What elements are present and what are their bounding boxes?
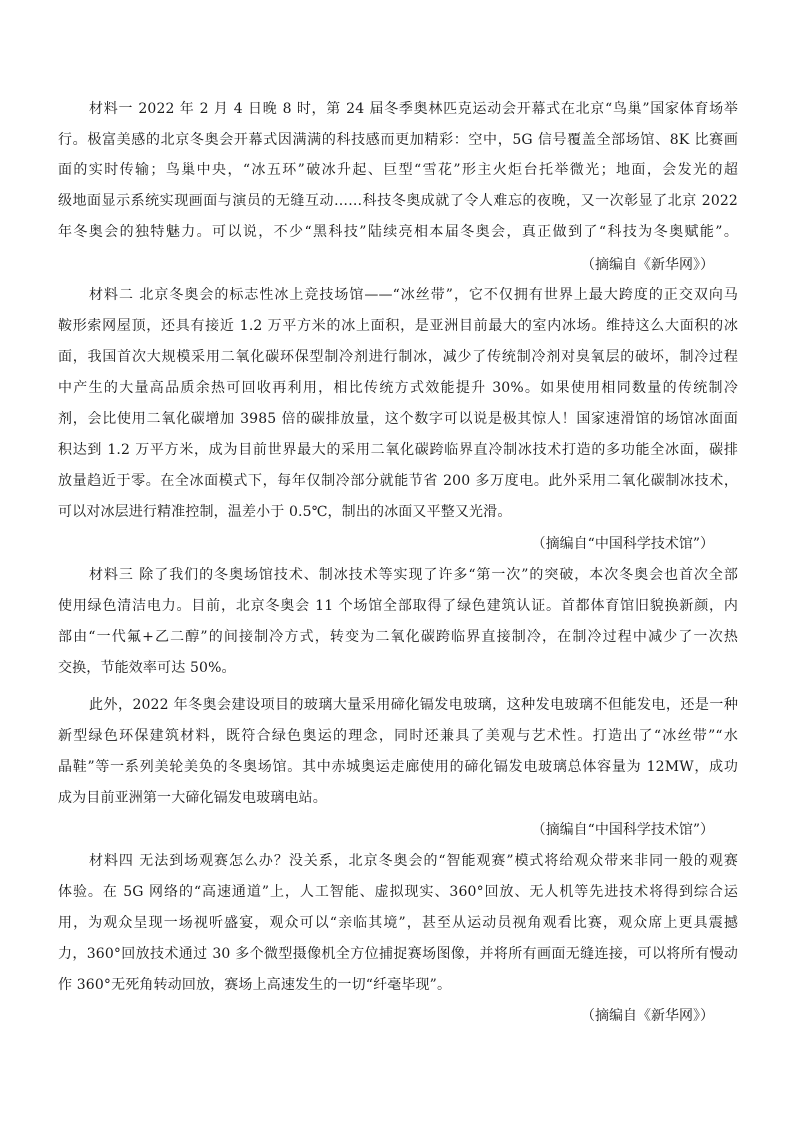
text-line: 成为目前亚洲第一大碲化镉发电玻璃电站。 xyxy=(58,790,327,806)
text-line: 可以对冰层进行精准控制，温差小于 0.5℃，制出的冰面又平整又光滑。 xyxy=(58,504,512,520)
text-line: 积达到 1.2 万平方米，成为目前世界最大的采用二氧化碳跨临界直冷制冰技术打造的多功能全冰面，碳排 xyxy=(58,442,738,458)
text-line: 晶鞋”等一系列美轮美奂的冬奥场馆。其中赤城奥运走廊使用的碲化镉发电玻璃总体容量为 12MW，成功 xyxy=(58,759,738,775)
text-line: 作 360°无死角转动回放，赛场上高速发生的一切“纤毫毕现”。 xyxy=(58,977,452,993)
text-line: 行。极富美感的北京冬奥会开幕式因满满的科技感而更加精彩：空中，5G 信号覆盖全部场馆、8K 比赛画 xyxy=(58,132,738,148)
text-line: 剂，会比使用二氧化碳增加 3985 倍的碳排放量，这个数字可以说是极其惊人！国家速滑馆的场馆冰面面 xyxy=(58,411,738,427)
text-line: 中产生的大量高品质余热可回收再利用，相比传统方式效能提升 30%。如果使用相同数量的传统制冷 xyxy=(58,380,738,396)
text-line: 部由“一代氟+乙二醇”的间接制冷方式，转变为二氧化碳跨临界直接制冷，在制冷过程中减少了一次热 xyxy=(58,629,738,645)
text-line: 面的实时传输；鸟巢中央，“冰五环”破冰升起、巨型“雪花”形主火炬台托举微光；地面，会发光的超 xyxy=(58,162,738,178)
text-line: 材料四 无法到场观赛怎么办？没关系，北京冬奥会的“智能观赛”模式将给观众带来非同一般的观赛 xyxy=(89,853,738,869)
text-line: 力，360°回放技术通过 30 多个微型摄像机全方位捕捉赛场图像，并将所有画面无缝连接，可以将所有慢动 xyxy=(58,946,738,962)
text-line: 用，为观众呈现一场视听盛宴，观众可以“亲临其境”，甚至从运动员视角观看比赛，观众席上更具震撼 xyxy=(58,915,738,931)
text-line: 年冬奥会的独特魅力。可以说，不少“黑科技”陆续亮相本届冬奥会，真正做到了“科技为冬奥赋能”。 xyxy=(58,224,738,240)
text-line: 放量趋近于零。在全冰面模式下，每年仅制冷部分就能节省 200 多万度电。此外采用二氧化碳制冰技术， xyxy=(58,473,738,489)
text-line: 新型绿色环保建筑材料，既符合绿色奥运的理念，同时还兼具了美观与艺术性。打造出了“冰丝带”“水 xyxy=(58,728,738,744)
source-citation: （摘编自《新华网》） xyxy=(581,1008,714,1024)
source-citation: （摘编自“中国科学技术馆”） xyxy=(531,822,714,838)
text-line: 材料三 除了我们的冬奥场馆技术、制冰技术等实现了许多“第一次”的突破，本次冬奥会也首次全部 xyxy=(89,567,738,583)
text-line: 使用绿色清洁电力。目前，北京冬奥会 11 个场馆全部取得了绿色建筑认证。首都体育馆旧貌换新颜，内 xyxy=(58,598,738,614)
text-line: 交换，节能效率可达 50%。 xyxy=(58,660,236,676)
source-citation: （摘编自“中国科学技术馆”） xyxy=(531,536,714,552)
text-line: 此外，2022 年冬奥会建设项目的玻璃大量采用碲化镉发电玻璃，这种发电玻璃不但能发电，还是一种 xyxy=(89,697,738,713)
text-line: 鞍形索网屋顶，还具有接近 1.2 万平方米的冰上面积，是亚洲目前最大的室内冰场。维持这么大面积的冰 xyxy=(58,318,738,334)
text-line: 材料二 北京冬奥会的标志性冰上竞技场馆——“冰丝带”，它不仅拥有世界上最大跨度的正交双向马 xyxy=(89,287,738,303)
text-line: 面，我国首次大规模采用二氧化碳环保型制冷剂进行制冰，减少了传统制冷剂对臭氧层的破坏，制冷过程 xyxy=(58,349,738,365)
text-line: 级地面显示系统实现画面与演员的无缝互动……科技冬奥成就了令人难忘的夜晚，又一次彰显了北京 2022 xyxy=(58,193,738,209)
source-citation: （摘编自《新华网》） xyxy=(581,257,714,273)
text-line: 体验。在 5G 网络的“高速通道”上，人工智能、虚拟现实、360°回放、无人机等先进技术将得到综合运 xyxy=(58,884,738,900)
text-line: 材料一 2022 年 2 月 4 日晚 8 时，第 24 届冬季奥林匹克运动会开幕式在北京“鸟巢”国家体育场举 xyxy=(89,101,738,117)
